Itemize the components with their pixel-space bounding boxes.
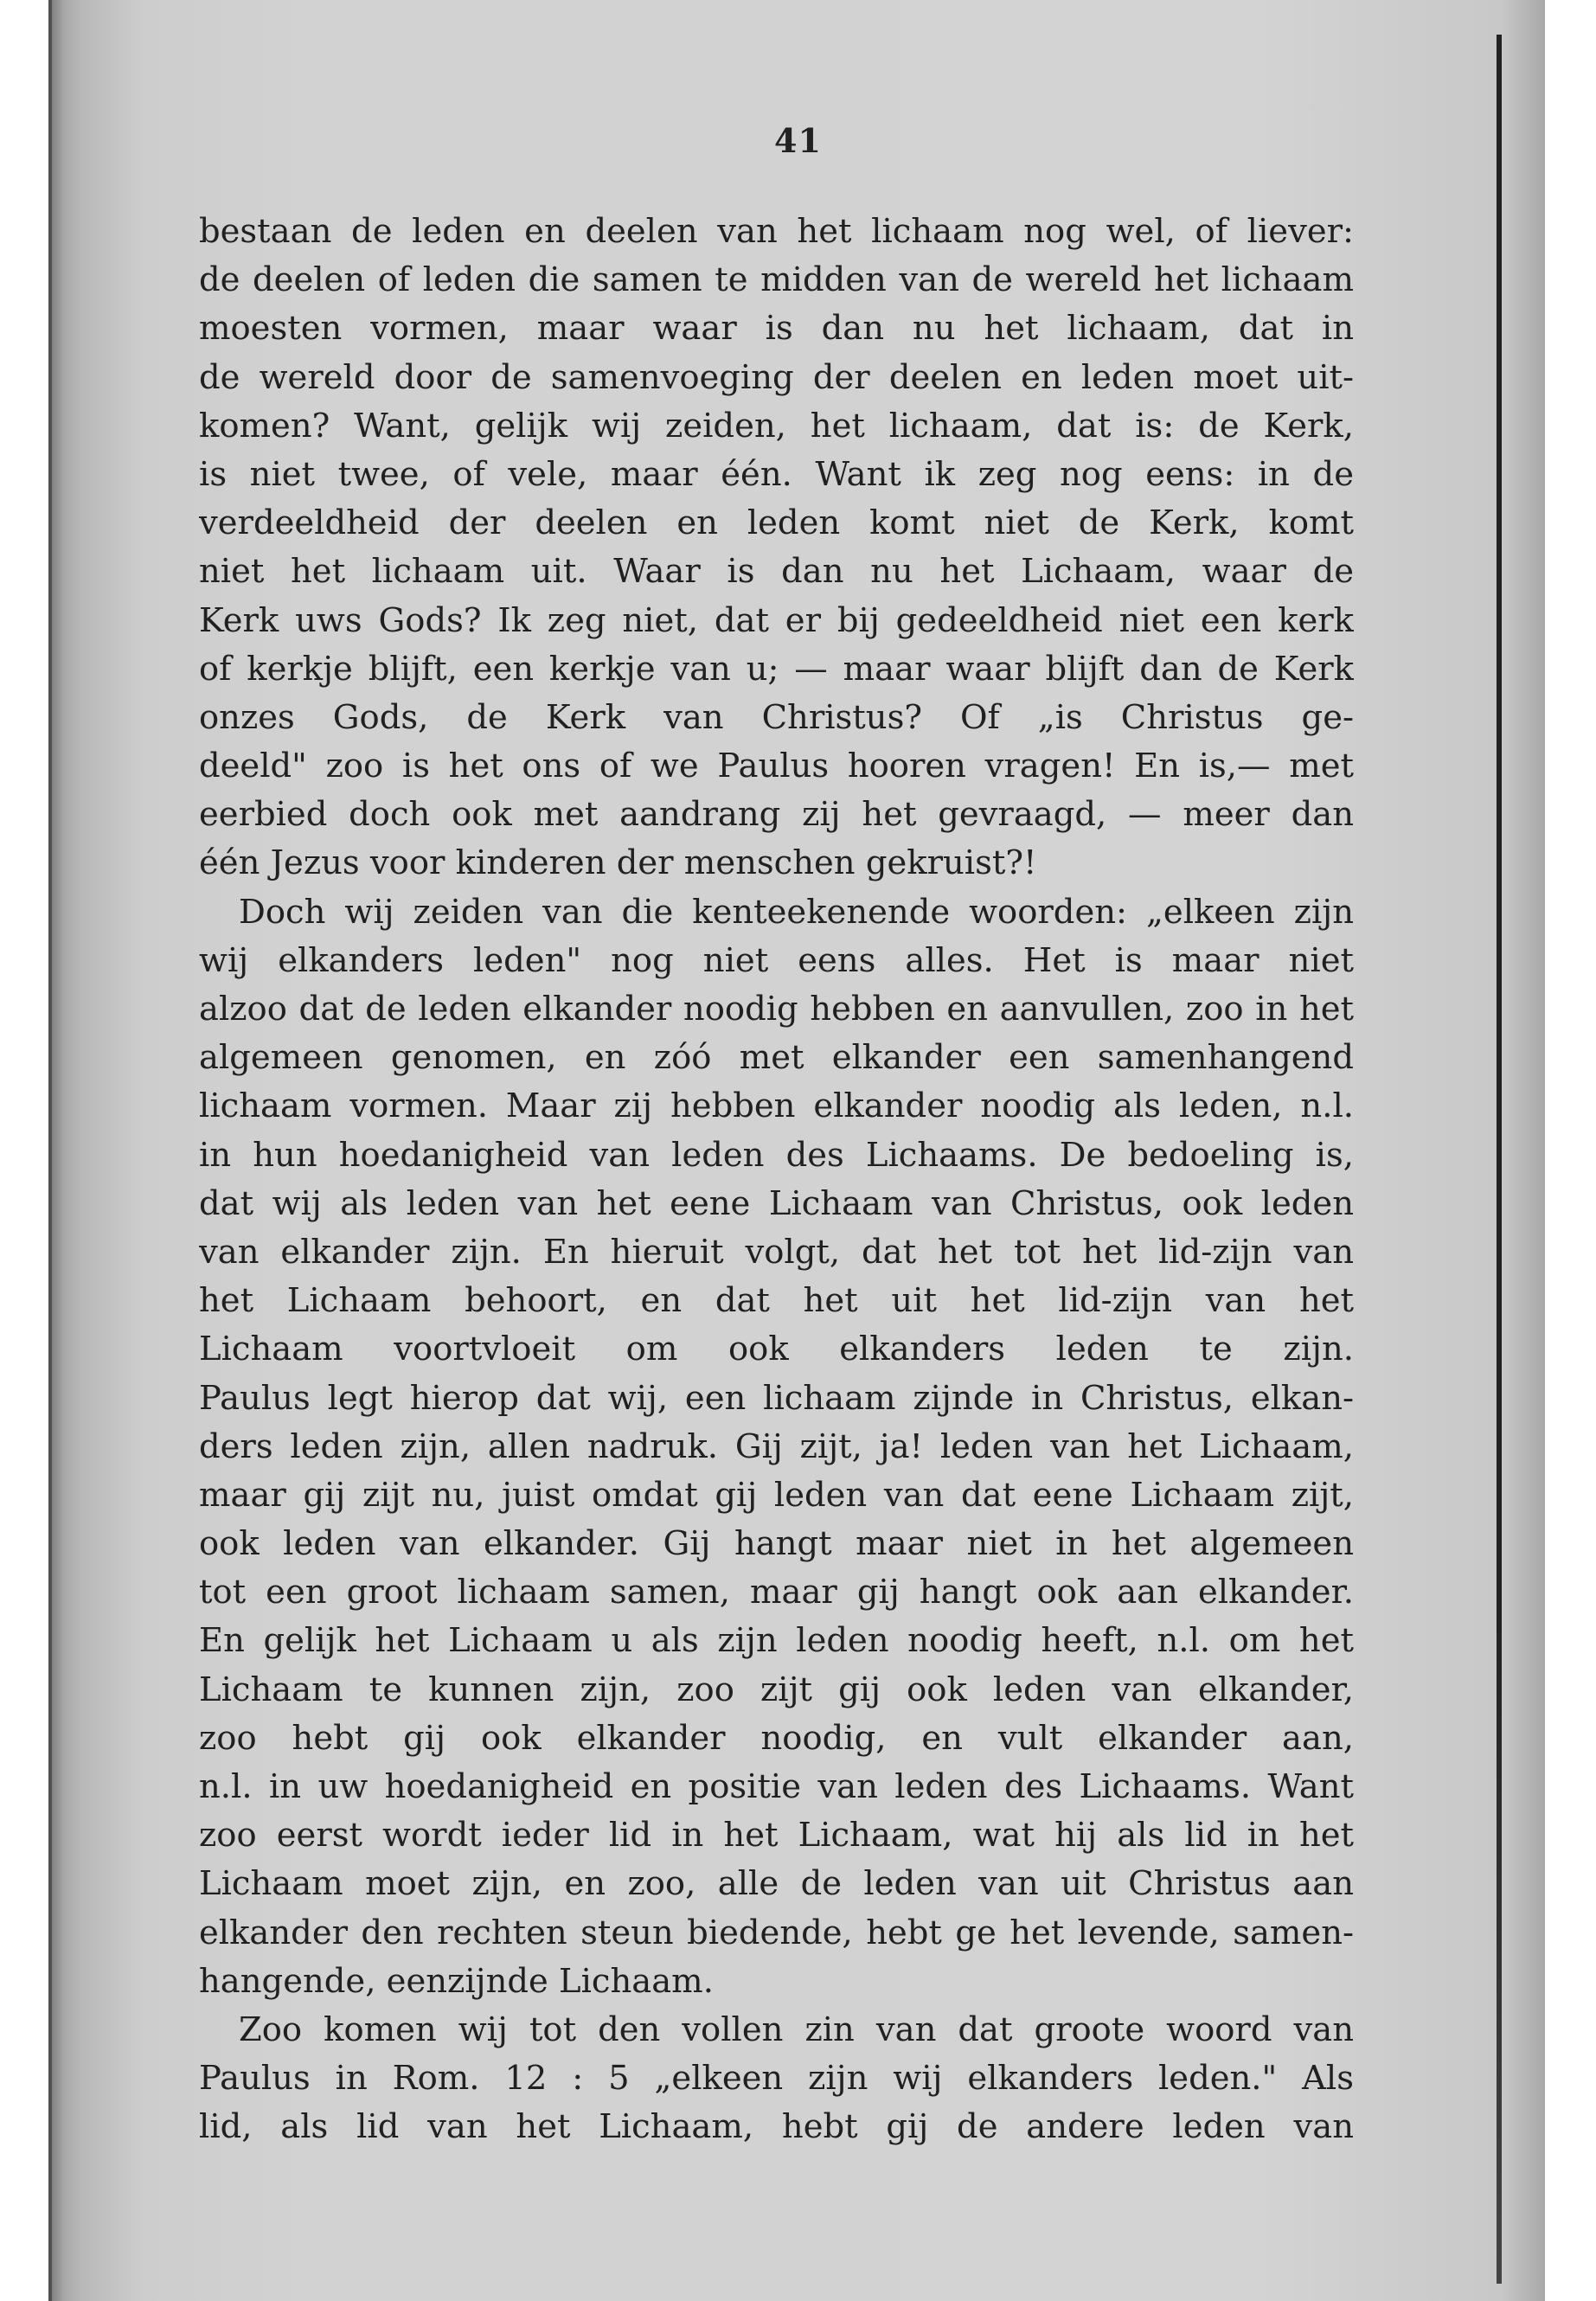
- body-text: [199, 208, 1354, 2152]
- text-line: de wereld door de samenvoeging der deelen en leden moet uit-: [199, 357, 1354, 397]
- text-line: deeld" zoo is het ons of we Paulus hooren vragen! En is,— met: [199, 747, 1354, 786]
- text-line: Lichaam voortvloeit om ook elkanders leden te zijn.: [199, 1330, 1354, 1369]
- text-line: dat wij als leden van het eene Lichaam van Christus, ook leden: [199, 1183, 1354, 1223]
- text-line: onzes Gods, de Kerk van Christus? Of „is Christus ge-: [199, 697, 1354, 737]
- text-line: bestaan de leden en deelen van het lichaam nog wel, of liever:: [199, 212, 1354, 251]
- text-line: alzoo dat de leden elkander noodig hebben en aanvullen, zoo in het: [199, 990, 1354, 1029]
- fold-shadow: [48, 0, 64, 2301]
- text-line: n.l. in uw hoedanigheid en positie van leden des Lichaams. Want: [199, 1767, 1354, 1806]
- text-line: zoo eerst wordt ieder lid in het Lichaam, wat hij als lid in het: [199, 1816, 1354, 1856]
- text-line: ook leden van elkander. Gij hangt maar niet in het algemeen: [199, 1524, 1354, 1564]
- text-line: Kerk uws Gods? Ik zeg niet, dat er bij gedeeldheid niet een kerk: [199, 600, 1354, 640]
- text-line: Paulus legt hierop dat wij, een lichaam zijnde in Christus, elkan-: [199, 1378, 1354, 1418]
- text-line: van elkander zijn. En hieruit volgt, dat het tot het lid-zijn van: [199, 1232, 1354, 1272]
- scan-margin-right: [1545, 0, 1596, 2301]
- text-line: één Jezus voor kinderen der menschen gekruist?!: [199, 843, 1037, 883]
- page-number: 41: [774, 121, 822, 160]
- text-line: moesten vormen, maar waar is dan nu het lichaam, dat in: [199, 309, 1354, 349]
- text-line: eerbied doch ook met aandrang zij het gevraagd, — meer dan: [199, 795, 1354, 835]
- text-line: in hun hoedanigheid van leden des Lichaams. De bedoeling is,: [199, 1135, 1354, 1175]
- page-edge-mark: [1497, 35, 1502, 2284]
- text-line: lid, als lid van het Lichaam, hebt gij de andere leden van: [199, 2107, 1354, 2147]
- text-line: elkander den rechten steun biedende, hebt ge het levende, samen-: [199, 1913, 1354, 1952]
- text-line: algemeen genomen, en zóó met elkander een samenhangend: [199, 1038, 1354, 1078]
- text-line: zoo hebt gij ook elkander noodig, en vult elkander aan,: [199, 1718, 1354, 1758]
- text-line: hangende, eenzijnde Lichaam.: [199, 1961, 714, 2001]
- text-line: ders leden zijn, allen nadruk. Gij zijt, ja! leden van het Lichaam,: [199, 1426, 1354, 1466]
- text-line: de deelen of leden die samen te midden van de wereld het lichaam: [199, 260, 1354, 300]
- text-line: wij elkanders leden" nog niet eens alles. Het is maar niet: [199, 940, 1354, 980]
- text-line: niet het lichaam uit. Waar is dan nu het Lichaam, waar de: [199, 552, 1354, 592]
- text-line: tot een groot lichaam samen, maar gij hangt ook aan elkander.: [199, 1573, 1354, 1612]
- text-line: Lichaam moet zijn, en zoo, alle de leden van uit Christus aan: [199, 1864, 1354, 1904]
- text-line: is niet twee, of vele, maar één. Want ik zeg nog eens: in de: [199, 454, 1354, 494]
- text-line: Lichaam te kunnen zijn, zoo zijt gij ook leden van elkander,: [199, 1670, 1354, 1709]
- text-line: lichaam vormen. Maar zij hebben elkander noodig als leden, n.l.: [199, 1086, 1354, 1126]
- text-line: verdeeldheid der deelen en leden komt niet de Kerk, komt: [199, 503, 1354, 543]
- text-line: of kerkje blijft, een kerkje van u; — maar waar blijft dan de Kerk: [199, 649, 1354, 689]
- text-line: En gelijk het Lichaam u als zijn leden noodig heeft, n.l. om het: [199, 1621, 1354, 1661]
- text-line: Paulus in Rom. 12 : 5 „elkeen zijn wij elkanders leden." Als: [199, 2059, 1354, 2099]
- scan-margin-left: [0, 0, 48, 2301]
- text-line: maar gij zijt nu, juist omdat gij leden van dat eene Lichaam zijt,: [199, 1475, 1354, 1515]
- text-line: het Lichaam behoort, en dat het uit het lid-zijn van het: [199, 1281, 1354, 1321]
- text-line: komen? Want, gelijk wij zeiden, het lichaam, dat is: de Kerk,: [199, 406, 1354, 445]
- text-line: Zoo komen wij tot den vollen zin van dat groote woord van: [239, 2009, 1354, 2049]
- text-line: Doch wij zeiden van die kenteekenende woorden: „elkeen zijn: [239, 892, 1354, 932]
